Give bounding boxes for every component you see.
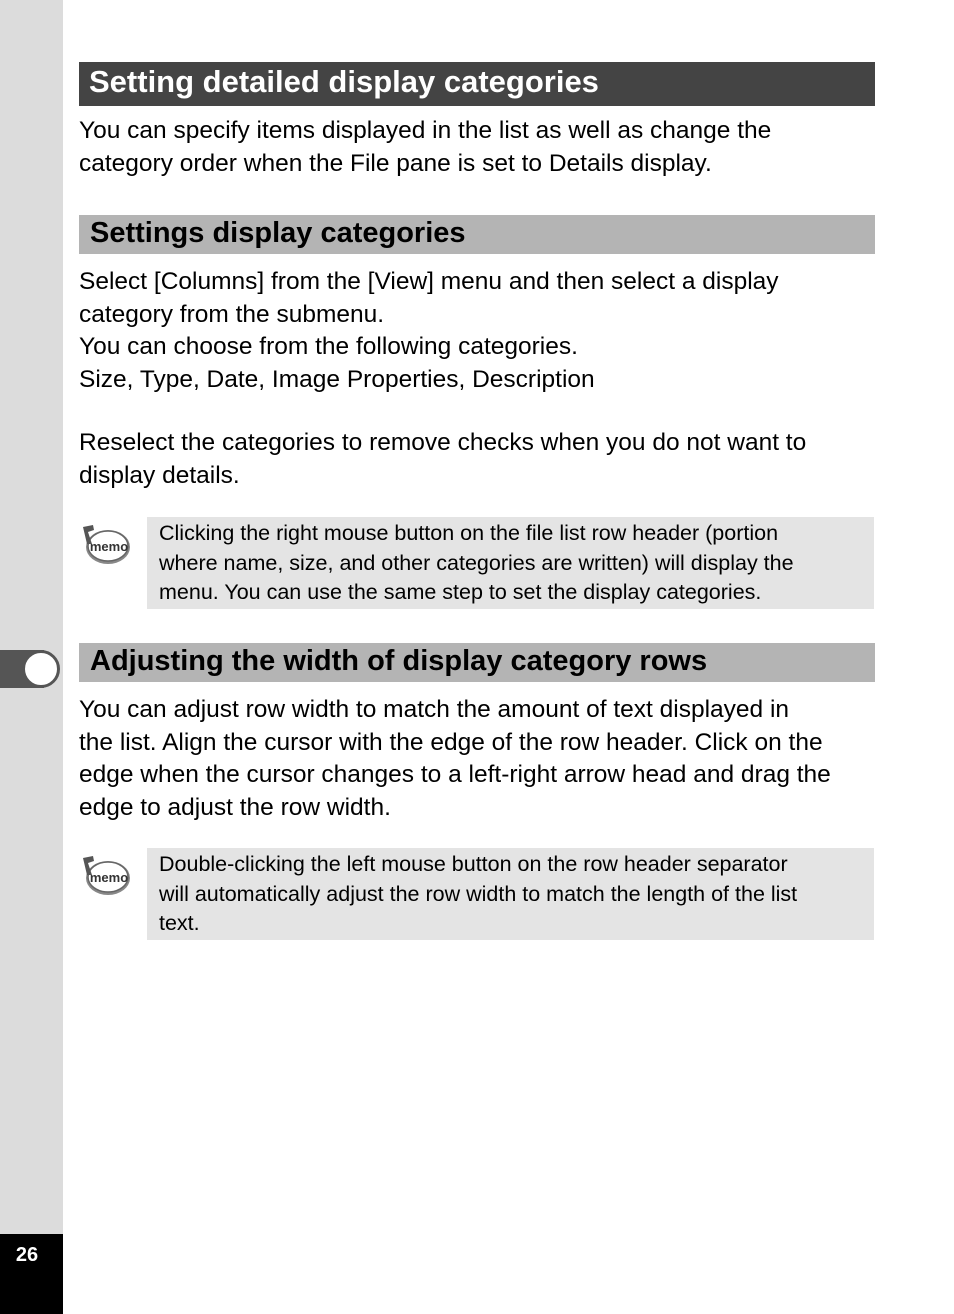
section2-paragraph [79, 694, 879, 824]
text-line: category order when the File pane is set to Details display. [79, 149, 712, 177]
text-line: You can adjust row width to match the amount of text displayed in [79, 696, 790, 723]
page-title: Setting detailed display categories [79, 62, 875, 106]
section-heading-adjust-width: Adjusting the width of display category rows [79, 643, 875, 682]
memo-icon-label: memo [89, 539, 129, 554]
section1-paragraph [79, 266, 879, 396]
memo-box [147, 517, 874, 609]
text-line: Double-clicking the left mouse button on the row header separator [159, 852, 788, 876]
memo-icon-label: memo [89, 870, 129, 885]
text-line: Select [Columns] from the [View] menu and then select a display [79, 268, 779, 295]
text-line: menu. You can use the same step to set the display categories. [159, 580, 762, 604]
text-line: display details. [79, 461, 240, 489]
text-line: where name, size, and other categories are written) will display the [159, 550, 794, 575]
page-number: 26 [15, 1244, 39, 1266]
memo-box [147, 848, 874, 940]
chapter-marker-icon [22, 650, 60, 688]
text-line: Clicking the right mouse button on the file list row header (portion [159, 521, 779, 545]
text-line: category from the submenu. [79, 300, 385, 328]
text-line: You can specify items displayed in the list as well as change the [79, 117, 772, 144]
intro-paragraph [79, 115, 879, 180]
section-heading-display-categories: Settings display categories [79, 215, 875, 254]
text-line: Size, Type, Date, Image Properties, Description [79, 365, 595, 393]
text-line: will automatically adjust the row width to match the length of the list [159, 881, 798, 906]
memo-icon [80, 522, 132, 566]
text-line: text. [159, 911, 200, 935]
text-line: Reselect the categories to remove checks when you do not want to [79, 429, 807, 456]
memo-icon [80, 853, 132, 897]
text-line: edge to adjust the row width. [79, 793, 391, 821]
section1-paragraph-2 [79, 427, 879, 492]
text-line: You can choose from the following categories. [79, 333, 578, 360]
text-line: edge when the cursor changes to a left-right arrow head and drag the [79, 761, 831, 788]
text-line: the list. Align the cursor with the edge of the row header. Click on the [79, 728, 823, 756]
